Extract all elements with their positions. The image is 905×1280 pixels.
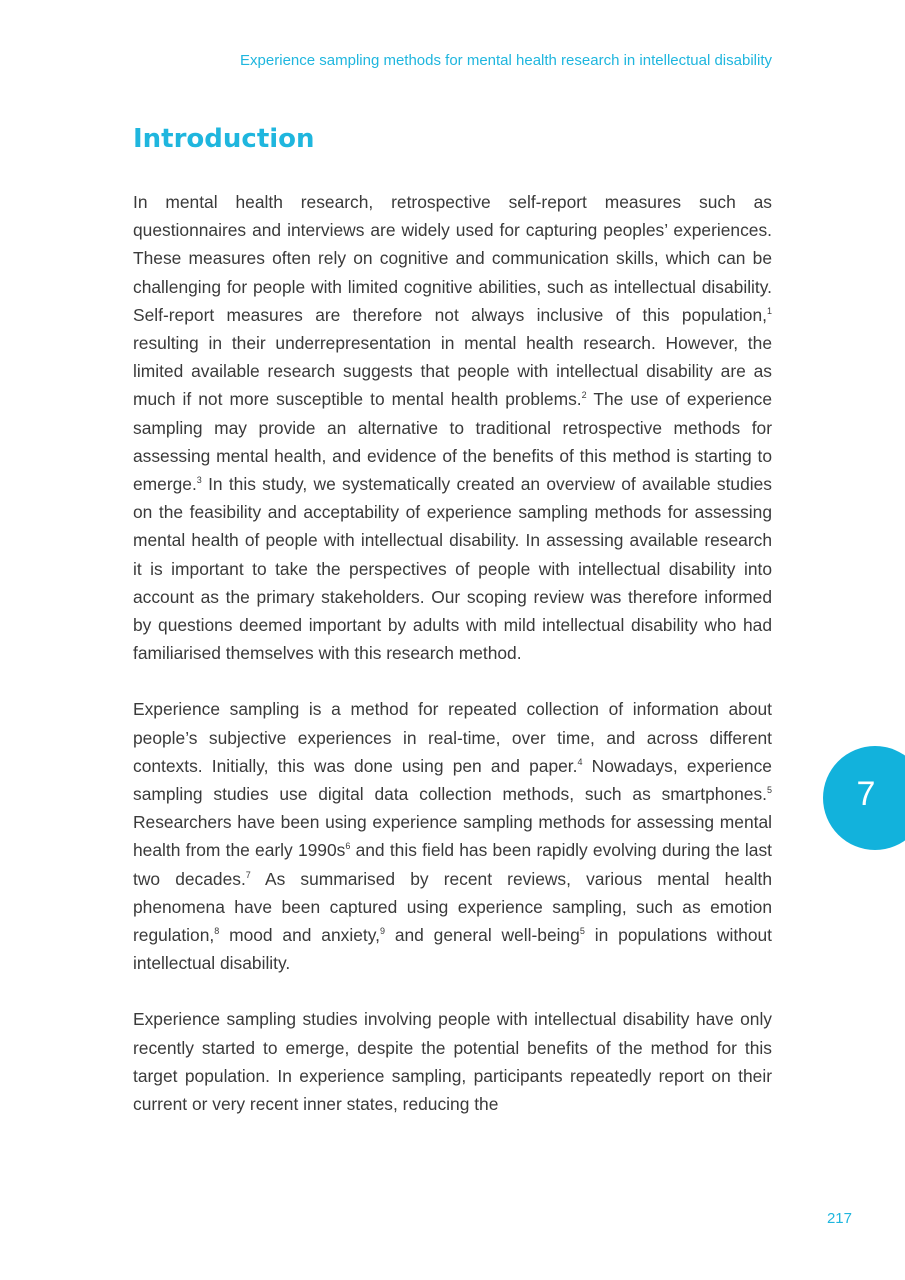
footnote-ref: 5 [579,926,585,937]
footnote-ref: 7 [245,869,251,880]
text-run: resulting in their underrepresentation in mental health research. However, the limited available research suggests that people with intellectual disability are as much if not more susceptible to mental health problems. [133,333,772,410]
running-header: Experience sampling methods for mental health research in intellectual disability [240,52,772,69]
text-run: mood and anxiety, [219,925,380,946]
footnote-ref: 2 [581,390,587,401]
text-run: As summarised by recent reviews, various mental health phenomena have been captured using experience sampling, such as emotion regulation, [133,868,772,946]
text-run: Experience sampling studies involving people with intellectual disability have only recently started to emerge, despite the potential benefits of the method for this target population. In experience sampling, participants repeatedly report on their current or very recent inner states, reducing the [133,1009,772,1115]
text-run: In mental health research, retrospective self-report measures such as questionnaires and interviews are widely used for capturing peoples’ experiences. These measures often rely on cognitive and communication skills, which can be challenging for people with limited cognitive abilities, such as intellectual disability. Self-report measures are therefore not always inclusive of this population, [133,192,772,325]
text-run: and general well-being [384,925,580,946]
body-text [133,188,772,1146]
footnote-ref: 3 [196,475,202,486]
footnote-ref: 5 [766,785,772,796]
paragraph [133,1005,772,1118]
paragraph [133,188,772,667]
text-run: and this field has been rapidly evolving during the last two decades. [133,840,772,889]
text-run: Nowadays, experience sampling studies use digital data collection methods, such as smartphones. [133,755,772,805]
footnote-ref: 9 [379,926,385,937]
text-run: in populations without intellectual disability. [133,925,773,974]
section-title: Introduction [133,124,315,154]
footnote-ref: 8 [214,926,220,937]
footnote-ref: 1 [766,305,772,316]
text-run: In this study, we systematically created an overview of available studies on the feasibility and acceptability of experience sampling methods for assessing mental health of people with intellectual disability. In assessing available research it is important to take the perspectives of people with intellectual disability into account as the primary stakeholders. Our scoping review was therefore informed by questions deemed important by adults with mild intellectual disability who had familiarised themselves with this research method. [133,474,772,664]
chapter-number: 7 [856,775,876,813]
text-run: Experience sampling is a method for repeated collection of information about people’s subjective experiences in real-time, over time, and across different contexts. Initially, this was done using pen and paper. [133,699,772,776]
paragraph [133,695,772,977]
text-run: The use of experience sampling may provide an alternative to traditional retrospective methods for assessing mental health, and evidence of the benefits of this method is starting to emerge. [133,389,772,495]
footnote-ref: 6 [345,841,351,852]
chapter-tab [823,746,905,850]
text-run: Researchers have been using experience sampling methods for assessing mental health from the early 1990s [133,812,772,861]
page-number: 217 [826,1210,852,1227]
footnote-ref: 4 [577,756,583,767]
